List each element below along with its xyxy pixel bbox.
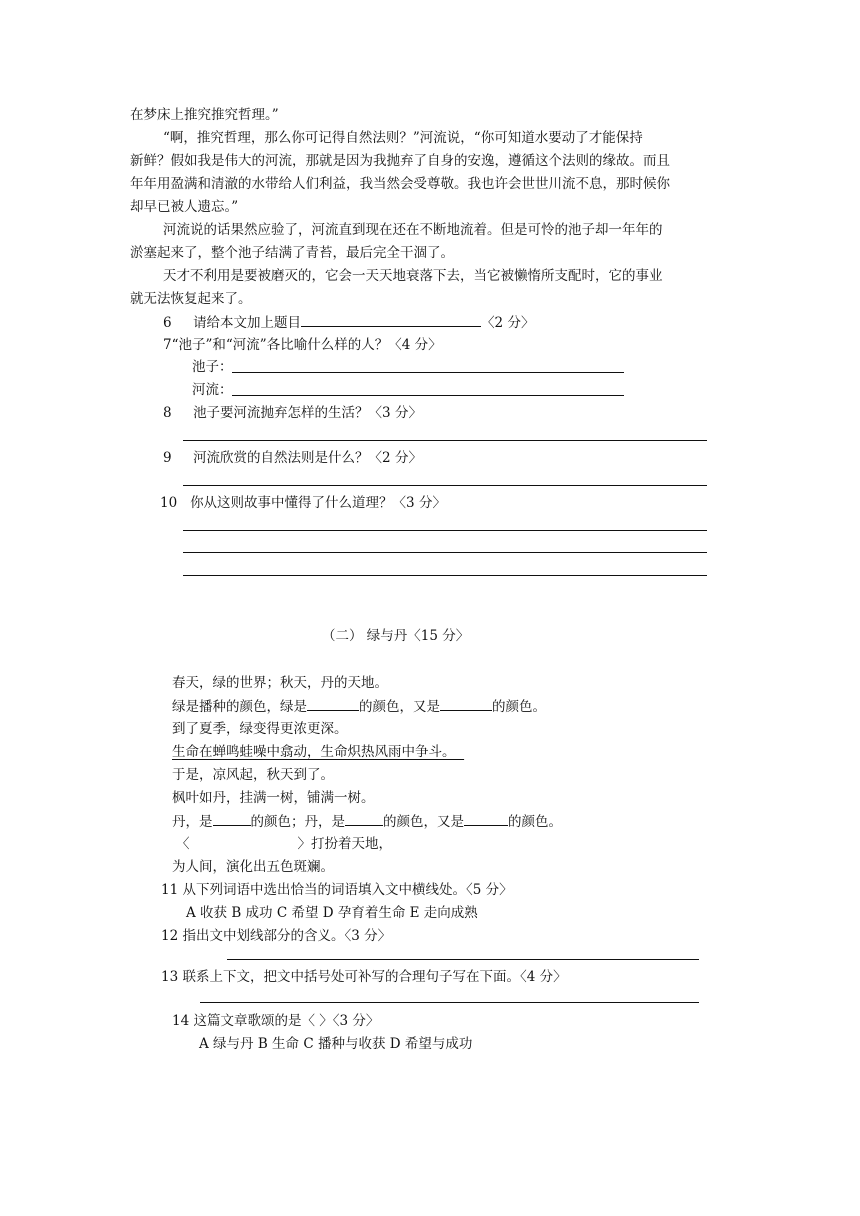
fill-blank[interactable] <box>464 811 508 826</box>
poem-text: 丹，是 <box>172 814 213 830</box>
poem-text: 绿是播种的颜色，绿是 <box>172 699 307 715</box>
question-14: 14 这篇文章歌颂的是〈 〉〈3 分〉 <box>172 1013 380 1029</box>
poem-text: 的颜色，又是 <box>359 699 440 715</box>
poem-line <box>172 696 546 717</box>
question-text: 你从这则故事中懂得了什么道理？〈3 分〉 <box>190 495 446 511</box>
answer-label-pond: 池子： <box>192 359 233 375</box>
poem-text: 的颜色，又是 <box>383 814 464 830</box>
question-number: 7 <box>163 337 172 353</box>
question-11-options: A 收获 B 成功 C 希望 D 孕育着生命 E 走向成熟 <box>186 905 478 921</box>
answer-label-river: 河流： <box>192 382 233 398</box>
poem-line <box>172 742 464 762</box>
question-number: 8 <box>163 405 172 421</box>
poem-line: 枫叶如丹，挂满一树，铺满一树。 <box>172 790 375 806</box>
poem-line: 到了夏季，绿变得更浓更深。 <box>172 721 348 737</box>
passage-line: 天才不利用是要被磨灭的，它会一天天地衰落下去，当它被懒惰所支配时，它的事业 <box>163 268 663 284</box>
fill-blank[interactable] <box>307 696 359 711</box>
poem-line: 为人间，演化出五色斑斓。 <box>172 859 334 875</box>
underlined-sentence: 生命在蝉鸣蛙噪中翕动，生命炽热风雨中争斗。 <box>172 744 456 760</box>
poem-text: 的颜色。 <box>508 814 562 830</box>
question-text: 池子要河流抛弃怎样的生活？〈3 分〉 <box>193 405 422 421</box>
question-12: 12 指出文中划线部分的含义。〈3 分〉 <box>161 928 392 944</box>
poem-line: 春天，绿的世界；秋天，丹的天地。 <box>172 675 388 691</box>
poem-line <box>176 834 392 854</box>
question-number: 9 <box>163 450 172 466</box>
question-14-options: A 绿与丹 B 生命 C 播种与收获 D 希望与成功 <box>199 1036 473 1052</box>
question-text: 请给本文加上题目 <box>193 315 302 331</box>
question-number: 10 <box>160 495 178 511</box>
poem-text: 的颜色。 <box>492 699 546 715</box>
question-9 <box>163 448 422 468</box>
bracket-open: 〈 <box>176 836 190 852</box>
answer-line[interactable] <box>183 575 707 576</box>
passage-line: “啊，推究哲理，那么你可记得自然法则？”河流说，“你可知道水要动了才能保持 <box>163 130 643 146</box>
section-title: （二） 绿与丹〈15 分〉 <box>322 628 470 644</box>
passage-line: 年年用盈满和清澈的水带给人们利益，我当然会受尊敬。我也许会世世川流不息，那时候你 <box>130 176 670 192</box>
fill-blank[interactable] <box>440 696 492 711</box>
question-score: 〈2 分〉 <box>481 315 535 331</box>
passage-line: 新鲜？假如我是伟大的河流，那就是因为我抛弃了自身的安逸，遵循这个法则的缘故。而且 <box>130 153 670 169</box>
answer-line[interactable] <box>183 530 707 531</box>
question-8 <box>163 403 422 423</box>
poem-line: 于是，凉风起，秋天到了。 <box>172 767 334 783</box>
question-text: “池子”和“河流”各比喻什么样的人？〈4 分〉 <box>171 337 442 353</box>
underline-tail <box>456 744 465 760</box>
question-11: 11 从下列词语中选出恰当的词语填入文中横线处。〈5 分〉 <box>161 882 513 898</box>
question-13: 13 联系上下文，把文中括号处可补写的合理句子写在下面。〈4 分〉 <box>161 969 567 985</box>
answer-line[interactable] <box>183 485 707 486</box>
passage-line: 就无法恢复起来了。 <box>130 291 252 307</box>
answer-line[interactable] <box>200 1002 699 1003</box>
answer-line[interactable] <box>227 959 699 960</box>
answer-line[interactable] <box>232 395 624 396</box>
answer-line[interactable] <box>183 552 707 553</box>
fill-blank[interactable] <box>213 811 251 826</box>
poem-text: 〉打扮着天地， <box>297 836 392 852</box>
question-text: 河流欣赏的自然法则是什么？〈2 分〉 <box>193 450 422 466</box>
passage-line: 却早已被人遗忘。” <box>130 199 239 215</box>
poem-line <box>172 811 562 832</box>
question-number: 6 <box>163 315 172 331</box>
answer-line[interactable] <box>183 440 707 441</box>
answer-line[interactable] <box>232 372 624 373</box>
question-10 <box>160 493 446 513</box>
fill-blank[interactable] <box>345 811 383 826</box>
passage-line: 河流说的话果然应验了，河流直到现在还在不断地流着。但是可怜的池子却一年年的 <box>163 222 663 238</box>
answer-blank[interactable] <box>301 312 481 327</box>
poem-text: 的颜色；丹，是 <box>250 814 345 830</box>
question-6 <box>163 312 534 333</box>
question-7 <box>163 335 442 355</box>
passage-line: 淤塞起来了，整个池子结满了青苔，最后完全干涸了。 <box>130 245 454 261</box>
passage-line: 在梦床上推究推究哲理。” <box>130 107 279 123</box>
